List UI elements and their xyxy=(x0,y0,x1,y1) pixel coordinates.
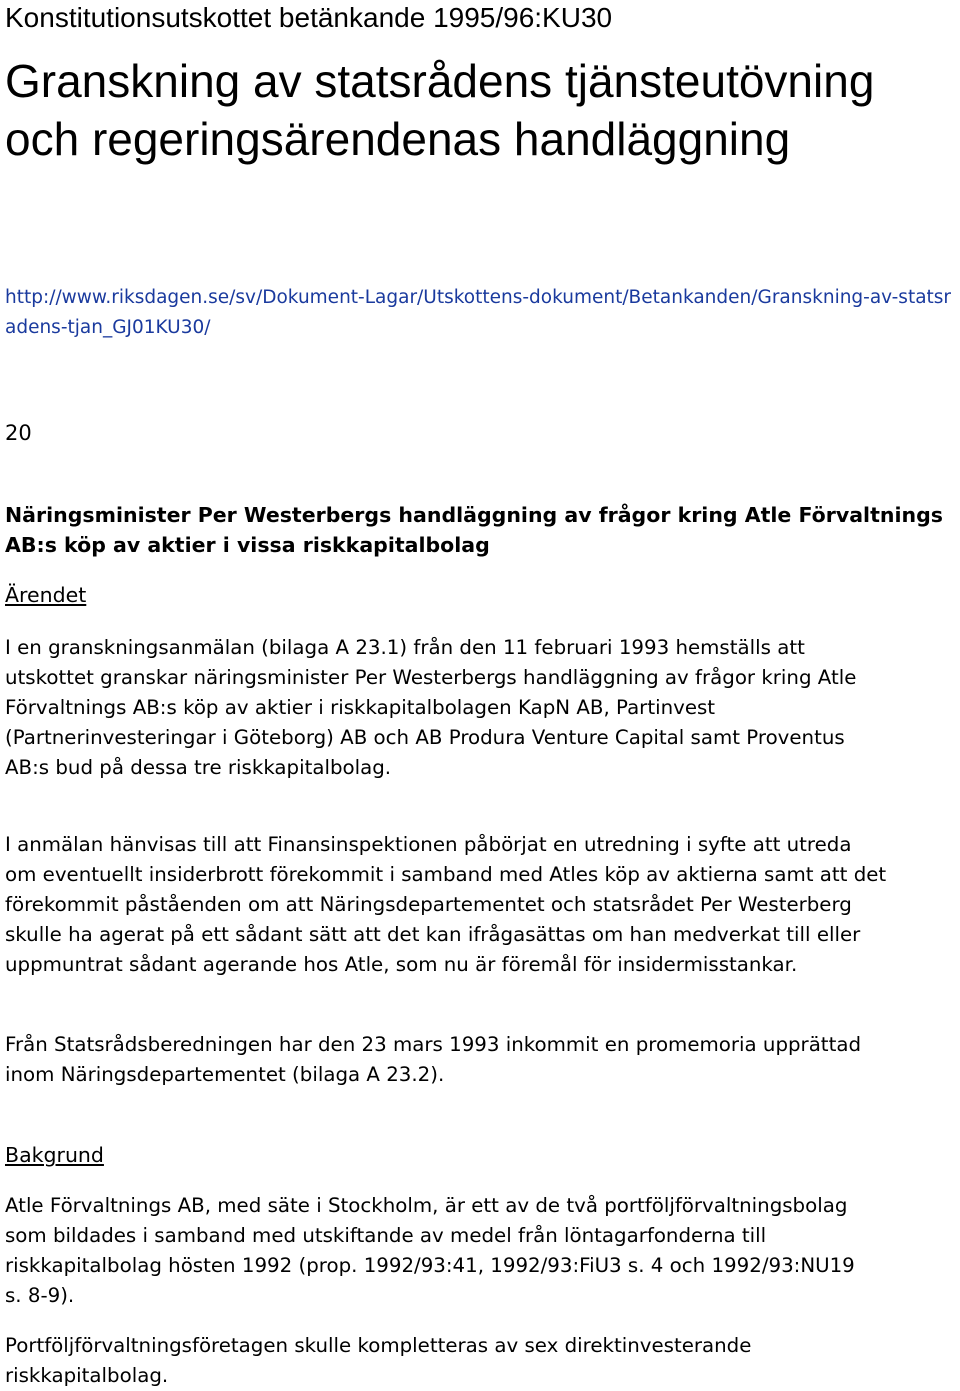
committee-report-reference: Konstitutionsutskottet betänkande 1995/96:KU30 xyxy=(5,2,613,33)
paragraph-complaint: I en granskningsanmälan (bilaga A 23.1) från den 11 februari 1993 hemställs att utskottet granskar näringsminister Per Westerbergs handläggning av frågor kring Atle Förvaltnings AB:s köp av aktier i riskkapitalbolagen KapN AB, Partinvest (Partnerinvesteringar i Göteborg) AB och AB Produra Venture Capital samt Proventus AB:s bud på dessa tre riskkapitalbolag. xyxy=(5,636,857,779)
paragraph-notification: I anmälan hänvisas till att Finansinspektionen påbörjat en utredning i syfte att utreda om eventuellt insiderbrott förekommit i samband med Atles köp av aktierna samt att det förekommit påståenden om att Näringsdepartementet och statsrådet Per Westerberg skulle ha agerat på ett sådant sätt att det kan ifrågasättas om han medverkat till eller uppmuntrat sådant agerande hos Atle, som nu är föremål för insidermisstankar. xyxy=(5,833,887,976)
source-url-link[interactable]: http://www.riksdagen.se/sv/Dokument-Lagar/Utskottens-dokument/Betankanden/Granskning-av-statsradens-tjan_GJ01KU30/ xyxy=(5,287,952,338)
document-title: Granskning av statsrådens tjänsteutövning och regeringsärendenas handläggning xyxy=(5,55,875,165)
paragraph-memorandum: Från Statsrådsberedningen har den 23 mars 1993 inkommit en promemoria upprättad inom Näringsdepartementet (bilaga A 23.2). xyxy=(5,1033,862,1086)
paragraph-background-portfolio: Portföljförvaltningsföretagen skulle kompletteras av sex direktinvesterande riskkapitalbolag. xyxy=(5,1334,752,1387)
case-heading: Näringsminister Per Westerbergs handläggning av frågor kring Atle Förvaltnings AB:s köp av aktier i vissa riskkapitalbolag xyxy=(5,503,943,557)
paragraph-background-atle: Atle Förvaltnings AB, med säte i Stockholm, är ett av de två portföljförvaltningsbolag som bildades i samband med utskiftande av medel från löntagarfonderna till riskkapitalbolag hösten 1992 (prop. 1992/93:41, 1992/93:FiU3 s. 4 och 1992/93:NU19 s. 8-9). xyxy=(5,1194,855,1307)
section-heading-arendet: Ärendet xyxy=(5,583,87,607)
page-number: 20 xyxy=(5,421,32,445)
section-heading-bakgrund: Bakgrund xyxy=(5,1143,104,1167)
